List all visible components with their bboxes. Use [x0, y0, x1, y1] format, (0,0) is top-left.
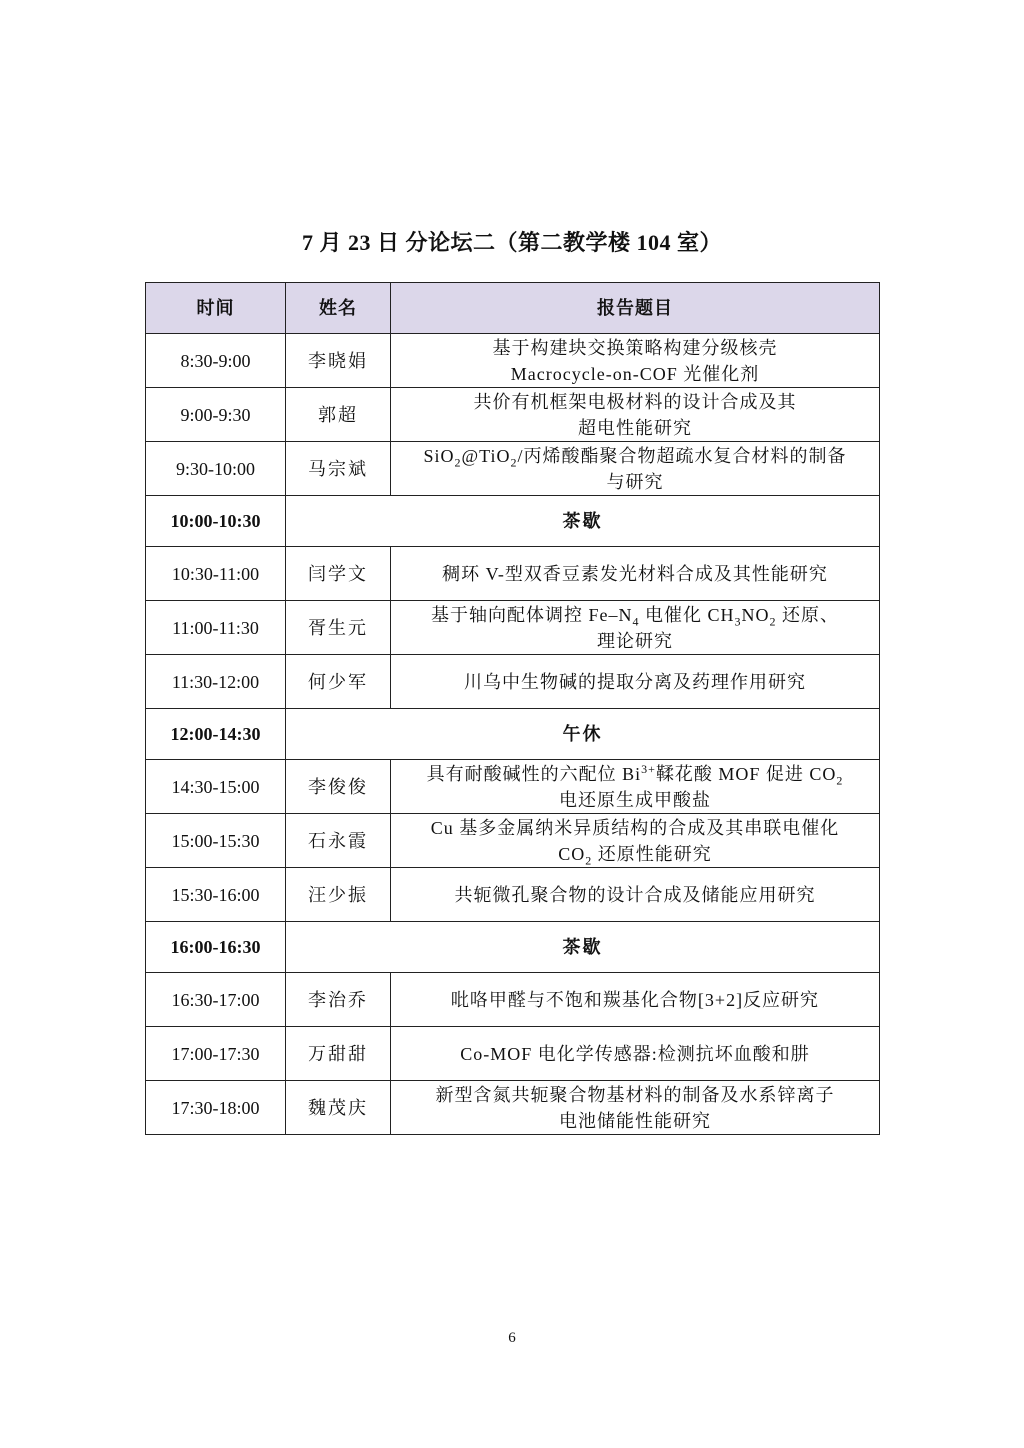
subscript: 2 — [769, 614, 777, 629]
topic-line — [395, 761, 875, 787]
row-topic — [391, 388, 880, 442]
row-speaker: 李俊俊 — [286, 760, 391, 814]
topic-line: Co-MOF 电化学传感器:检测抗坏血酸和肼 — [460, 1043, 810, 1064]
topic-line — [395, 443, 875, 469]
topic-text: 还原性能研究 — [592, 843, 712, 864]
table-header-row — [146, 283, 880, 334]
break-row — [146, 496, 880, 547]
row-topic — [391, 334, 880, 388]
row-time: 17:30-18:00 — [146, 1081, 286, 1135]
table-row — [146, 1027, 880, 1081]
topic-text: 具有耐酸碱性的六配位 Bi — [426, 763, 642, 784]
topic-text: 基于轴向配体调控 Fe–N — [430, 604, 633, 625]
table-row — [146, 388, 880, 442]
break-label: 午休 — [286, 709, 880, 760]
page-title: 7 月 23 日 分论坛二（第二教学楼 104 室） — [301, 230, 722, 255]
row-speaker: 马宗斌 — [286, 442, 391, 496]
row-topic — [391, 868, 880, 922]
table-row — [146, 601, 880, 655]
table-row — [146, 760, 880, 814]
row-topic — [391, 601, 880, 655]
row-topic — [391, 1081, 880, 1135]
break-time: 10:00-10:30 — [146, 496, 286, 547]
topic-line: Macrocycle-on-COF 光催化剂 — [510, 363, 760, 384]
table-row — [146, 814, 880, 868]
topic-line: 川乌中生物碱的提取分离及药理作用研究 — [464, 671, 806, 692]
row-speaker: 李晓娟 — [286, 334, 391, 388]
row-speaker: 万甜甜 — [286, 1027, 391, 1081]
topic-line: 稠环 V-型双香豆素发光材料合成及其性能研究 — [442, 563, 828, 584]
subscript: 2 — [836, 773, 844, 788]
row-time: 11:30-12:00 — [146, 655, 286, 709]
row-topic — [391, 1027, 880, 1081]
topic-line: 与研究 — [606, 471, 664, 492]
topic-line: 共轭微孔聚合物的设计合成及储能应用研究 — [454, 884, 816, 905]
table-row — [146, 334, 880, 388]
superscript: 3+ — [641, 761, 656, 776]
topic-text: @TiO — [461, 445, 511, 466]
topic-text: 电催化 CH — [639, 604, 735, 625]
topic-text: SiO — [423, 445, 455, 466]
row-time: 9:00-9:30 — [146, 388, 286, 442]
topic-line: 基于构建块交换策略构建分级核壳 — [492, 337, 778, 358]
table-row — [146, 1081, 880, 1135]
row-speaker: 魏茂庆 — [286, 1081, 391, 1135]
topic-line: 新型含氮共轭聚合物基材料的制备及水系锌离子 — [435, 1084, 835, 1105]
topic-line: 吡咯甲醛与不饱和羰基化合物[3+2]反应研究 — [450, 989, 820, 1010]
topic-text: NO — [741, 604, 770, 625]
row-speaker: 郭超 — [286, 388, 391, 442]
row-time: 8:30-9:00 — [146, 334, 286, 388]
topic-line — [395, 602, 875, 628]
row-topic — [391, 760, 880, 814]
break-time: 12:00-14:30 — [146, 709, 286, 760]
topic-line: 超电性能研究 — [578, 417, 692, 438]
topic-line: 电池储能性能研究 — [559, 1110, 711, 1131]
row-time: 11:00-11:30 — [146, 601, 286, 655]
row-speaker: 石永霞 — [286, 814, 391, 868]
topic-line: 理论研究 — [597, 630, 673, 651]
row-speaker: 胥生元 — [286, 601, 391, 655]
subscript: 2 — [510, 455, 518, 470]
row-time: 10:30-11:00 — [146, 547, 286, 601]
row-time: 9:30-10:00 — [146, 442, 286, 496]
break-label: 茶歇 — [286, 922, 880, 973]
break-label: 茶歇 — [286, 496, 880, 547]
row-topic — [391, 442, 880, 496]
row-time: 17:00-17:30 — [146, 1027, 286, 1081]
header-name: 姓名 — [286, 283, 391, 334]
row-time: 15:00-15:30 — [146, 814, 286, 868]
row-speaker: 汪少振 — [286, 868, 391, 922]
break-time: 16:00-16:30 — [146, 922, 286, 973]
topic-text: /丙烯酸酯聚合物超疏水复合材料的制备 — [517, 445, 847, 466]
subscript: 2 — [585, 853, 593, 868]
subscript: 2 — [454, 455, 462, 470]
topic-text: CO — [558, 843, 586, 864]
topic-line: 电还原生成甲酸盐 — [559, 789, 711, 810]
row-topic — [391, 547, 880, 601]
row-time: 14:30-15:00 — [146, 760, 286, 814]
subscript: 4 — [632, 614, 640, 629]
topic-line: Cu 基多金属纳米异质结构的合成及其串联电催化 — [430, 817, 840, 838]
row-time: 15:30-16:00 — [146, 868, 286, 922]
page-number: 6 — [508, 1330, 516, 1346]
topic-text: 还原、 — [776, 604, 839, 625]
table-row — [146, 547, 880, 601]
break-row — [146, 922, 880, 973]
row-time: 16:30-17:00 — [146, 973, 286, 1027]
table-row — [146, 868, 880, 922]
topic-text: 鞣花酸 MOF 促进 CO — [655, 763, 837, 784]
header-topic: 报告题目 — [391, 283, 880, 334]
schedule-table — [145, 282, 880, 1135]
row-speaker: 闫学文 — [286, 547, 391, 601]
table-row — [146, 973, 880, 1027]
row-topic — [391, 814, 880, 868]
topic-line: 共价有机框架电极材料的设计合成及其 — [473, 391, 797, 412]
break-row — [146, 709, 880, 760]
subscript: 3 — [734, 614, 742, 629]
row-speaker: 何少军 — [286, 655, 391, 709]
header-time: 时间 — [146, 283, 286, 334]
row-topic — [391, 973, 880, 1027]
row-topic — [391, 655, 880, 709]
table-row — [146, 442, 880, 496]
topic-line — [395, 841, 875, 867]
table-row — [146, 655, 880, 709]
row-speaker: 李治乔 — [286, 973, 391, 1027]
